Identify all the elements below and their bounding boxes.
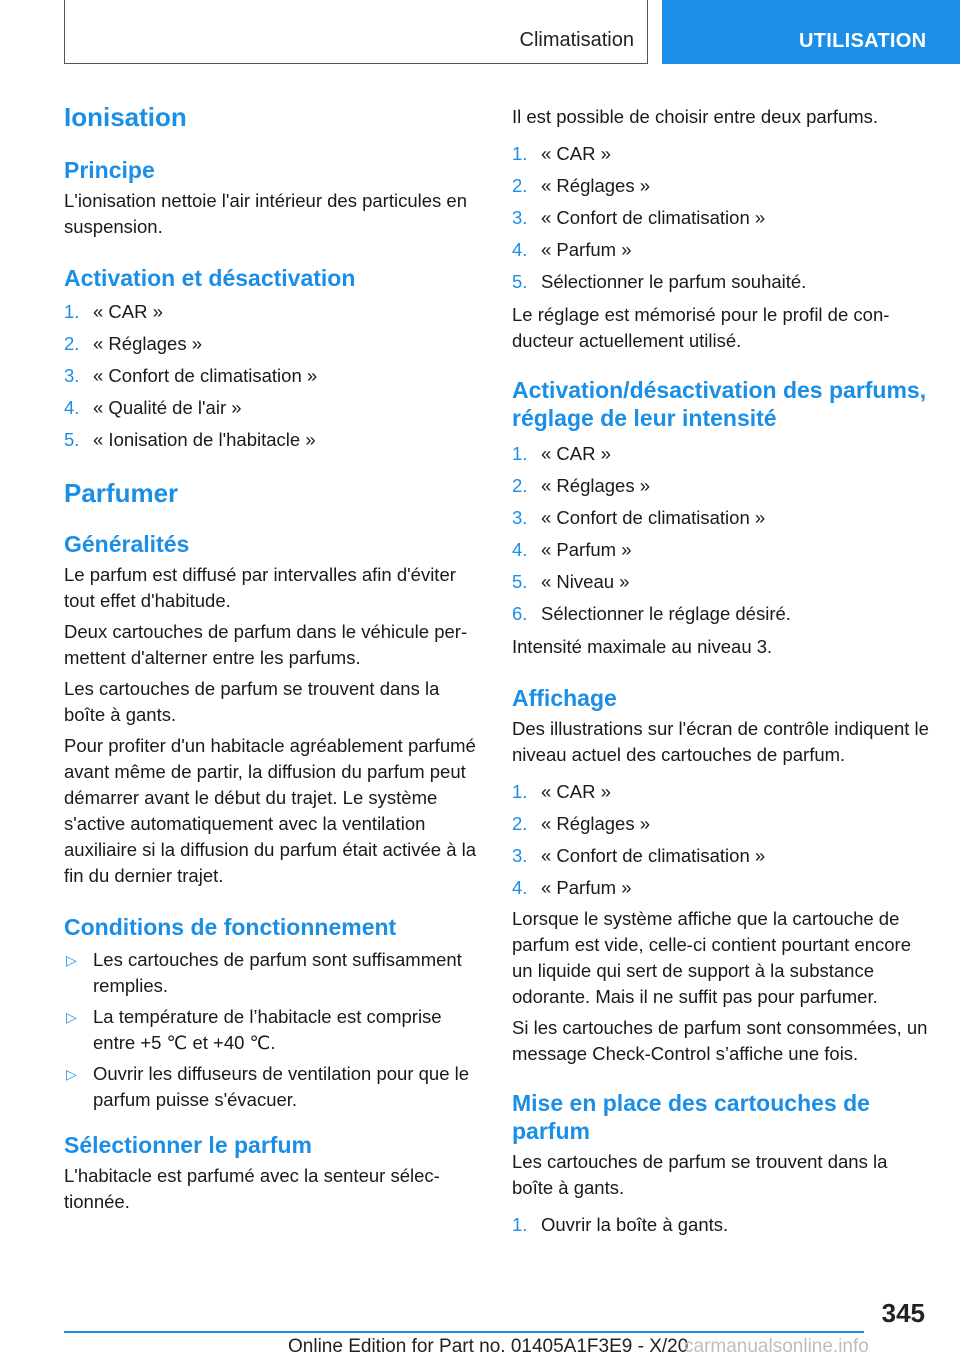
list-item [64, 360, 482, 392]
list-item [512, 840, 932, 872]
step-text: « CAR » [541, 781, 611, 802]
list-item [512, 534, 932, 566]
step-number: 4. [512, 877, 528, 898]
step-text: Ouvrir la boîte à gants. [541, 1214, 729, 1235]
list-item [64, 424, 482, 456]
step-number: 3. [512, 507, 528, 528]
list-item [512, 138, 932, 170]
list-item [512, 266, 932, 298]
affichage-p2: Si les cartouches de parfum sont consommées, un message Check-Control s’affiche une fois. [512, 1017, 928, 1064]
bullet-text: Ouvrir les diffuseurs de ventilation pour que le parfum puisse s'évacuer. [93, 1063, 470, 1110]
list-item [512, 872, 932, 904]
bullet-text: La température de l’habitacle est comprise entre +5 ℃ et +40 ℃. [93, 1006, 442, 1053]
step-number: 3. [64, 365, 80, 386]
heading-parfumer: Parfumer [64, 478, 179, 508]
heading-mise-en-place: Mise en place des cartouches de parfum [512, 1090, 870, 1144]
step-number: 2. [512, 813, 528, 834]
select-steps [512, 138, 932, 298]
activation-steps [64, 296, 482, 456]
step-text: « CAR » [93, 301, 163, 322]
heading-activation: Activation et désactivation [64, 265, 356, 291]
heading-conditions: Conditions de fonctionnement [64, 914, 397, 940]
step-text: « CAR » [541, 443, 611, 464]
step-text: « Réglages » [541, 175, 651, 196]
step-text: « Ionisation de l'habitacle » [93, 429, 316, 450]
intensity-note: Intensité maximale au niveau 3. [512, 636, 773, 657]
step-number: 4. [64, 397, 80, 418]
step-number: 4. [512, 239, 528, 260]
memo-text: Le réglage est mémorisé pour le profil de conducteur actuellement utilisé. [512, 304, 890, 351]
bullet-text: Les cartouches de parfum sont suffisamment remplies. [93, 949, 462, 996]
footer-divider [64, 1331, 864, 1333]
bullet-triangle-icon: ▷ [66, 1009, 77, 1025]
step-text: « Réglages » [93, 333, 203, 354]
list-item [512, 598, 932, 630]
step-text: « Confort de climatisation » [93, 365, 318, 386]
step-text: « Niveau » [541, 571, 630, 592]
heading-ionisation: Ionisation [64, 102, 187, 132]
list-item [64, 1004, 482, 1056]
step-text: « Réglages » [541, 475, 651, 496]
affichage-p1: Lorsque le système affiche que la cartouche de parfum est vide, celle-ci contient pourtant encore un liquide qui sert de support à la substance odorante. Mais il ne suffit pas pour parfumer. [512, 908, 911, 1007]
step-number: 1. [64, 301, 80, 322]
generalites-p2: Deux cartouches de parfum dans le véhicule permettent d'alterner entre les parfums. [64, 621, 468, 668]
step-number: 3. [512, 845, 528, 866]
step-number: 5. [512, 571, 528, 592]
principe-text: L'ionisation nettoie l'air intérieur des particules en suspension. [64, 190, 467, 237]
step-text: « Confort de climatisation » [541, 845, 766, 866]
footer-edition: Online Edition for Part no. 01405A1F3E9 - X/20 [288, 1336, 689, 1357]
chapter-tab [662, 0, 960, 64]
step-text: « Parfum » [541, 539, 632, 560]
conditions-list [64, 947, 482, 1113]
heading-activation-parfums: Activation/désactivation des parfums, réglage de leur intensité [512, 377, 927, 431]
mise-text: Les cartouches de parfum se trouvent dans la boîte à gants. [512, 1151, 888, 1198]
left-column [64, 100, 482, 1215]
generalites-p1: Le parfum est diffusé par intervalles afin d'éviter tout effet d'habitude. [64, 564, 456, 611]
list-item [512, 470, 932, 502]
intro-text: Il est possible de choisir entre deux parfums. [512, 106, 879, 127]
chapter-tab-label: UTILISATION [799, 30, 927, 52]
step-number: 1. [512, 1214, 528, 1235]
generalites-p4: Pour profiter d'un habitacle agréablement parfumé avant même de partir, la diffusion du parfum peut démarrer avant le début du trajet. Le système s'active automatiquement avec la ventilation auxiliaire si la diffusion du parfum était activée à la fin du dernier trajet. [64, 735, 477, 886]
intensity-steps [512, 438, 932, 630]
list-item [512, 502, 932, 534]
list-item [512, 438, 932, 470]
step-number: 2. [512, 175, 528, 196]
header-section-box [64, 0, 648, 64]
list-item [64, 1061, 482, 1113]
heading-affichage: Affichage [512, 685, 617, 711]
step-number: 5. [512, 271, 528, 292]
right-column [512, 100, 932, 1241]
list-item [512, 566, 932, 598]
step-text: « Qualité de l'air » [93, 397, 242, 418]
step-text: « Parfum » [541, 877, 632, 898]
affichage-text: Des illustrations sur l'écran de contrôle indiquent le niveau actuel des cartouches de parfum. [512, 718, 929, 765]
list-item [512, 234, 932, 266]
selectionner-text: L'habitacle est parfumé avec la senteur sélectionnée. [64, 1165, 440, 1212]
generalites-p3: Les cartouches de parfum se trouvent dans la boîte à gants. [64, 678, 440, 725]
bullet-triangle-icon: ▷ [66, 952, 77, 968]
list-item [512, 776, 932, 808]
list-item [64, 328, 482, 360]
heading-principe: Principe [64, 157, 155, 183]
step-text: « CAR » [541, 143, 611, 164]
list-item [64, 947, 482, 999]
list-item [512, 202, 932, 234]
step-number: 5. [64, 429, 80, 450]
section-title: Climatisation [519, 29, 634, 51]
mise-steps [512, 1209, 932, 1241]
page-number: 345 [881, 1298, 925, 1328]
step-number: 4. [512, 539, 528, 560]
step-text: « Confort de climatisation » [541, 507, 766, 528]
bullet-triangle-icon: ▷ [66, 1066, 77, 1082]
step-text: « Réglages » [541, 813, 651, 834]
step-number: 6. [512, 603, 528, 624]
watermark: carmanualsonline.info [684, 1336, 869, 1357]
list-item [512, 808, 932, 840]
step-number: 2. [512, 475, 528, 496]
step-number: 1. [512, 781, 528, 802]
step-text: Sélectionner le réglage désiré. [541, 603, 791, 624]
step-text: « Confort de climatisation » [541, 207, 766, 228]
heading-selectionner: Sélectionner le parfum [64, 1132, 312, 1158]
step-number: 1. [512, 143, 528, 164]
list-item [64, 392, 482, 424]
list-item [512, 1209, 932, 1241]
step-number: 2. [64, 333, 80, 354]
list-item [512, 170, 932, 202]
step-text: « Parfum » [541, 239, 632, 260]
step-number: 3. [512, 207, 528, 228]
list-item [64, 296, 482, 328]
affichage-steps [512, 776, 932, 904]
step-number: 1. [512, 443, 528, 464]
step-text: Sélectionner le parfum souhaité. [541, 271, 807, 292]
heading-generalites: Généralités [64, 531, 190, 557]
